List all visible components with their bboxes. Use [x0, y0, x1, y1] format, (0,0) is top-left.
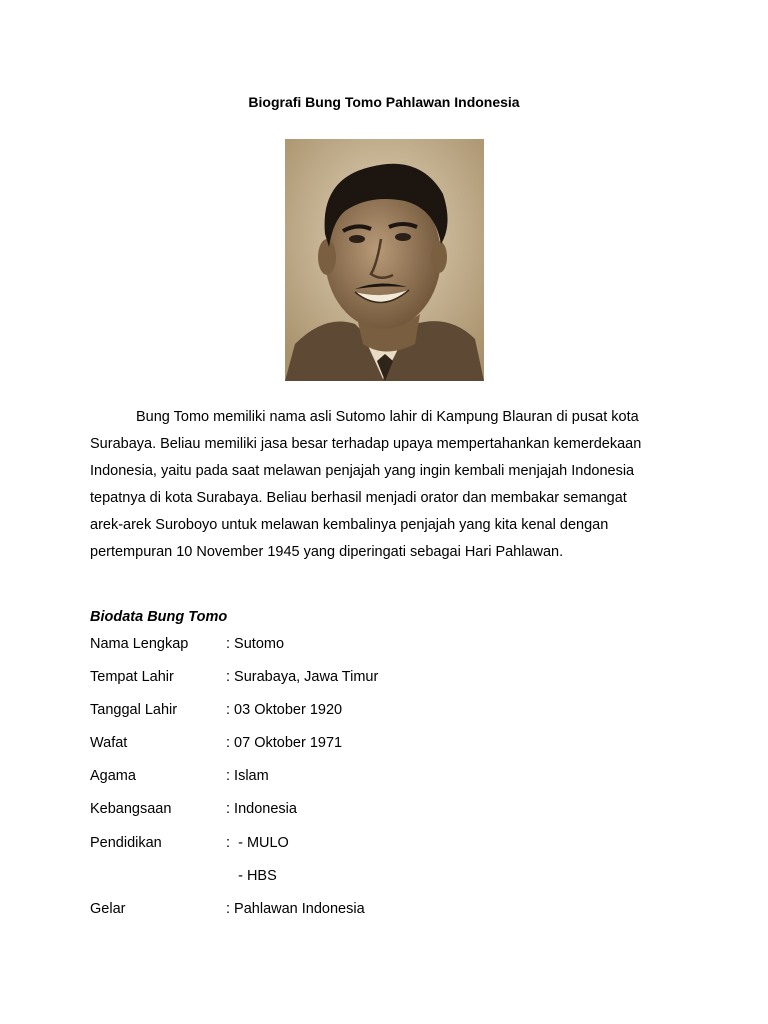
biodata-label: Nama Lengkap [90, 636, 189, 652]
biodata-label: Kebangsaan [90, 801, 172, 817]
paragraph-line: Surabaya. Beliau memiliki jasa besar terhadap upaya mempertahankan kemerdekaan [90, 436, 642, 452]
biodata-label: Tempat Lahir [90, 669, 174, 685]
biodata-label: Gelar [90, 901, 126, 917]
biodata-label: Wafat [90, 735, 128, 751]
paragraph-line: arek-arek Suroboyo untuk melawan kembalinya penjajah yang kita kenal dengan [90, 517, 609, 533]
biodata-heading: Biodata Bung Tomo [90, 609, 228, 625]
biodata-value: - HBS [226, 868, 277, 884]
biodata-value: : Indonesia [226, 801, 297, 817]
biodata-value: : Islam [226, 768, 269, 784]
biodata-value: : 07 Oktober 1971 [226, 735, 343, 751]
paragraph-line: Bung Tomo memiliki nama asli Sutomo lahir di Kampung Blauran di pusat kota [136, 409, 639, 425]
biodata-label: Pendidikan [90, 835, 162, 851]
paragraph-line: pertempuran 10 November 1945 yang diperingati sebagai Hari Pahlawan. [90, 544, 564, 560]
biodata-label: Tanggal Lahir [90, 702, 178, 718]
paragraph-line: Indonesia, yaitu pada saat melawan penjajah yang ingin kembali menjajah Indonesia [90, 463, 635, 479]
document-title: Biografi Bung Tomo Pahlawan Indonesia [248, 94, 520, 110]
biodata-value: : Pahlawan Indonesia [226, 901, 365, 917]
biography-paragraph [90, 404, 680, 566]
biodata-value: : - MULO [226, 835, 289, 851]
biodata-value: : 03 Oktober 1920 [226, 702, 343, 718]
biodata-label: Agama [90, 768, 136, 784]
biodata-value: : Surabaya, Jawa Timur [226, 669, 379, 685]
paragraph-line: tepatnya di kota Surabaya. Beliau berhasil menjadi orator dan membakar semangat [90, 490, 627, 506]
portrait-photo [285, 139, 484, 381]
biodata-value: : Sutomo [226, 636, 285, 652]
